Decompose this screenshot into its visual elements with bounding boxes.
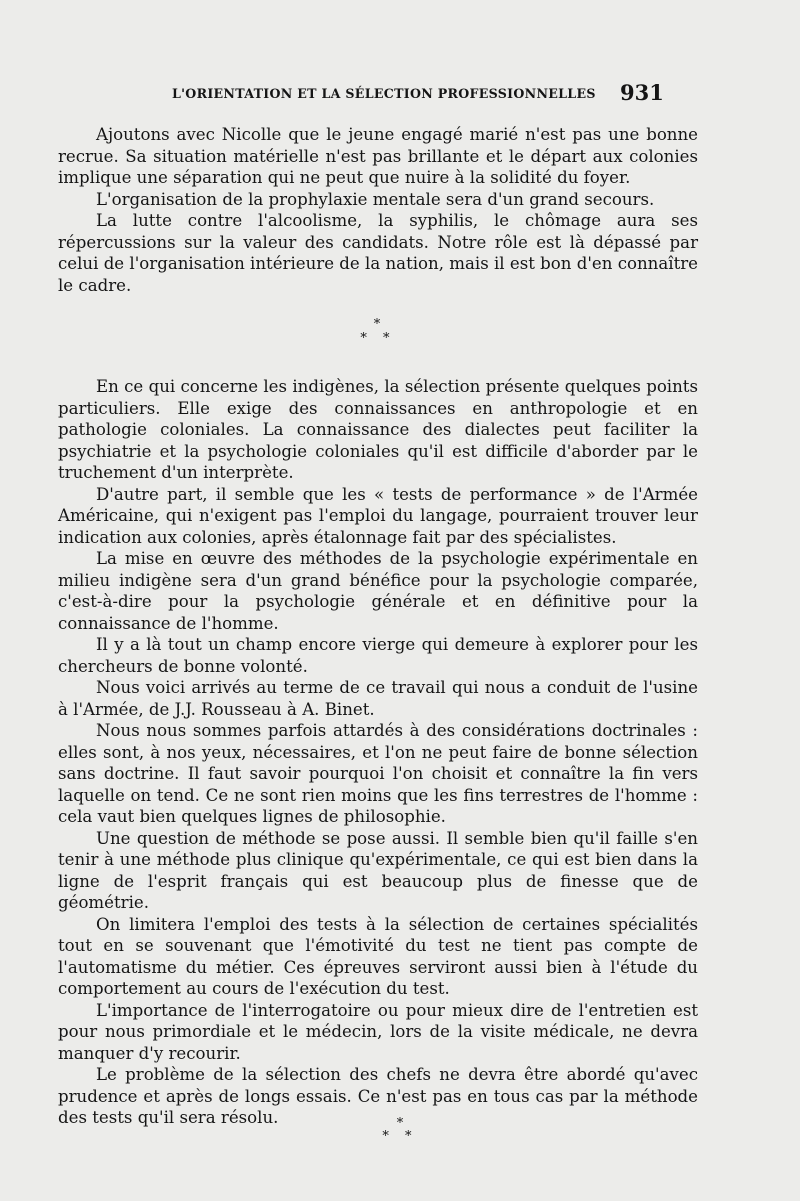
- paragraph: La mise en œuvre des méthodes de la psychologie expérimentale en milieu indigène sera d'un grand bénéfice pour la psychologie comparée, c'est-à-dire pour la psychologie générale et en définitive pour la connaissance de l'homme.: [58, 549, 698, 633]
- paragraph: Le problème de la sélection des chefs ne devra être abordé qu'avec prudence et après de longs essais. Ce n'est pas en tous cas par la méthode des tests qu'il sera résolu.: [58, 1065, 698, 1127]
- paragraph: Il y a là tout un champ encore vierge qui demeure à explorer pour les chercheurs de bonne volonté.: [58, 635, 698, 676]
- asterism-bottom: * *: [360, 331, 396, 346]
- asterism-top: *: [373, 317, 383, 332]
- page-number: 931: [620, 80, 664, 105]
- paragraph: D'autre part, il semble que les « tests de performance » de l'Armée Américaine, qui n'exigent pas l'emploi du langage, pourraient trouver leur indication aux colonies, après étalonnage fait par des spécialistes.: [58, 484, 698, 547]
- paragraph: On limitera l'emploi des tests à la sélection de certaines spécialités tout en se souvenant que l'émotivité du test ne tient pas compte de l'automatisme du métier. Ces épreuves serviront aussi bien à l'étude du comportement au cours de l'exécution du test.: [58, 914, 698, 998]
- paragraph: L'importance de l'interrogatoire ou pour mieux dire de l'entretien est pour nous primordiale et le médecin, lors de la visite médicale, ne devra manquer d'y recourir.: [58, 1000, 698, 1063]
- paragraph: Une question de méthode se pose aussi. Il semble bien qu'il faille s'en tenir à une méthode plus clinique qu'expérimentale, ce qui est bien dans la ligne de l'esprit français qui est beaucoup plus de finesse que de géométrie.: [58, 828, 698, 912]
- paragraph: Nous nous sommes parfois attardés à des considérations doctrinales : elles sont, à nos yeux, nécessaires, et l'on ne peut faire de bonne sélection sans doctrine. Il faut savoir pourquoi l'on choisit et connaître la fin vers laquelle on tend. Ce ne sont rien moins que les fins terrestres de l'homme : cela vaut bien quelques lignes de philosophie.: [58, 721, 698, 826]
- paragraph: En ce qui concerne les indigènes, la sélection présente quelques points particuliers. Elle exige des connaissances en anthropologie et en pathologie coloniales. La connaissance des dialectes peut faciliter la psychiatrie et la psychologie coloniales qu'il est difficile d'aborder par le truchement d'un interprète.: [58, 377, 698, 482]
- paragraph: La lutte contre l'alcoolisme, la syphilis, le chômage aura ses répercussions sur la valeur des candidats. Notre rôle est là dépassé par celui de l'organisation intérieure de la nation, mais il est bon d'en connaître le cadre.: [58, 211, 698, 295]
- paragraph: L'organisation de la prophylaxie mentale sera d'un grand secours.: [96, 189, 655, 209]
- paragraph: Ajoutons avec Nicolle que le jeune engagé marié n'est pas une bonne recrue. Sa situation matérielle n'est pas brillante et le départ aux colonies implique une séparation qui ne peut que nuire à la solidité du foyer.: [58, 125, 698, 187]
- running-title: L'ORIENTATION ET LA SÉLECTION PROFESSIONNELLES: [172, 86, 596, 101]
- asterism-top: *: [396, 1116, 404, 1131]
- body-text: [58, 124, 698, 1129]
- closing-asterism: [0, 1111, 800, 1151]
- asterism-bottom: * *: [382, 1129, 418, 1144]
- section-separator-asterism: [58, 306, 698, 358]
- paragraph: Nous voici arrivés au terme de ce travail qui nous a conduit de l'usine à l'Armée, de J.J. Rousseau à A. Binet.: [58, 678, 698, 719]
